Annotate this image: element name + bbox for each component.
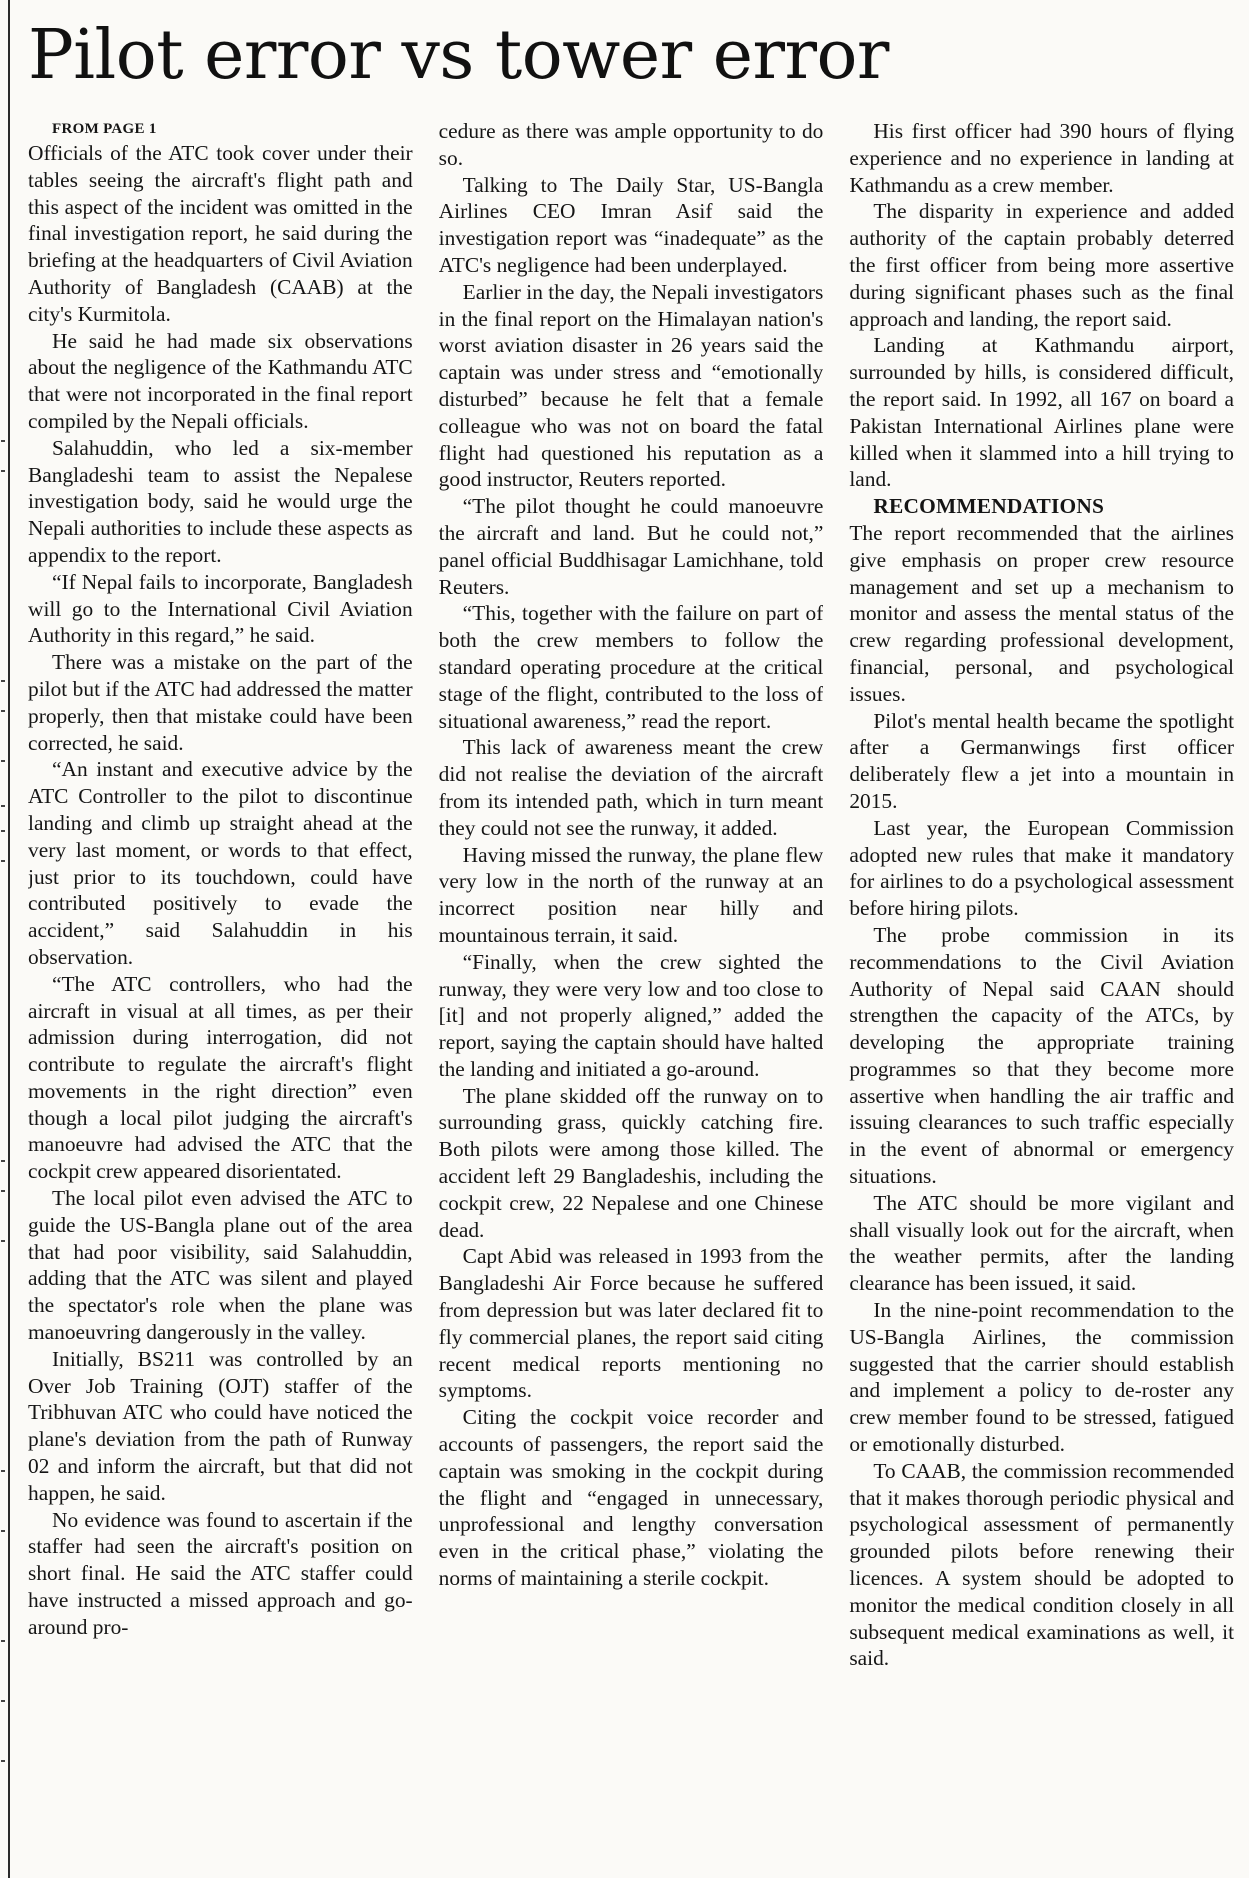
paragraph: There was a mistake on the part of the pilot but if the ATC had addressed the matter properly, then that mistake could have been corrected, he said. [28,650,413,755]
paragraph: Citing the cockpit voice recorder and accounts of passengers, the report said the captain was smoking in the cockpit during the flight and “engaged in unnecessary, unprofessional and lengthy conversation even in the critical phase,” violating the norms of maintaining a sterile cockpit. [438,1405,824,1591]
paragraph: Initially, BS211 was controlled by an Over Job Training (OJT) staffer of the Tribhuvan ATC who could have noticed the plane's deviation from the path of Runway 02 and inform the aircraft, but that did not happen, he said. [28,1346,413,1505]
paragraph: Pilot's mental health became the spotlight after a Germanwings first officer deliberately flew a jet into a mountain in 2015. [849,708,1235,813]
paragraph: The local pilot even advised the ATC to guide the US-Bangla plane out of the area that had poor visibility, said Salahuddin, adding that the ATC was silent and played the spectator's role when the plane was manoeuvring dangerously in the valley. [28,1186,413,1345]
paragraph: The ATC should be more vigilant and shall visually look out for the aircraft, when the weather permits, after the landing clearance has been issued, it said. [849,1190,1235,1296]
article-body [28,118,1234,1868]
paragraph: The plane skidded off the runway on to surrounding grass, quickly catching fire. Both pilots were among those killed. The accident left 29 Bangladeshis, including the cockpit crew, 22 Nepalese and one Chinese dead. [438,1083,824,1242]
paragraph: “Finally, when the crew sighted the runway, they were very low and too close to [it] and not properly aligned,” added the report, saying the captain should have halted the landing and initiated a go-around. [438,949,824,1081]
paragraph: Talking to The Daily Star, US-Bangla Airlines CEO Imran Asif said the investigation report was “inadequate” as the ATC's negligence had been underplayed. [438,172,824,277]
paragraph: His first officer had 390 hours of flying experience and no experience in landing at Kathmandu as a crew member. [849,119,1235,197]
paragraph: He said he had made six observations about the negligence of the Kathmandu ATC that were not incorporated in the final report compiled by the Nepali officials. [28,328,413,433]
paragraph: “The pilot thought he could manoeuvre the aircraft and land. But he could not,” panel official Buddhisagar Lamichhane, told Reuters. [438,494,824,599]
column-2 [439,118,824,1868]
adjacent-column-edge [0,0,8,1878]
paragraph: Officials of the ATC took cover under their tables seeing the aircraft's flight path and this aspect of the incident was omitted in the final investigation report, he said during the briefing at the headquarters of Civil Aviation Authority of Bangladesh (CAAB) at the city's Kurmitola. [28,141,413,326]
paragraph: “The ATC controllers, who had the aircraft in visual at all times, as per their admission during interrogation, did not contribute to regulate the aircraft's flight movements in the right direction” even though a local pilot judging the aircraft's manoeuvre had advised the ATC that the cockpit crew appeared disorientated. [28,971,413,1184]
paragraph: Last year, the European Commission adopted new rules that make it mandatory for airlines to do a psychological assessment before hiring pilots. [849,815,1235,921]
paragraph: The report recommended that the airlines give emphasis on proper crew resource management and set up a mechanism to monitor and assess the mental status of the crew regarding professional development, financial, personal, and psychological issues. [849,520,1235,706]
paragraph: “This, together with the failure on part of both the crew members to follow the standard operating procedure at the critical stage of the flight, contributed to the loss of situational awareness,” read the report. [438,601,824,733]
column-rule [8,0,10,1878]
column-3 [849,118,1234,1868]
paragraph: Salahuddin, who led a six-member Bangladeshi team to assist the Nepalese investigation body, said he would urge the Nepali authorities to include these aspects as appendix to the report. [28,435,413,567]
paragraph: In the nine-point recommendation to the US-Bangla Airlines, the commission suggested that the carrier should establish and implement a policy to de-roster any crew member found to be stressed, fatigued or emotionally disturbed. [849,1298,1235,1457]
headline: Pilot error vs tower error [28,16,889,95]
paragraph: This lack of awareness meant the crew did not realise the deviation of the aircraft from its intended path, which in turn meant they could not see the runway, it added. [438,735,824,840]
paragraph: Landing at Kathmandu airport, surrounded by hills, is considered difficult, the report said. In 1992, all 167 on board a Pakistan International Airlines plane were killed when it slammed into a hill trying to land. [849,333,1235,492]
paragraph: The probe commission in its recommendations to the Civil Aviation Authority of Nepal said CAAN should strengthen the capacity of the ATCs, by developing the appropriate training programmes so that they become more assertive when handling the air traffic and issuing clearances to such traffic especially in the event of abnormal or emergency situations. [849,922,1235,1189]
paragraph: “An instant and executive advice by the ATC Controller to the pilot to discontinue landing and climb up straight ahead at the very last moment, or words to that effect, just prior to its touchdown, could have contributed positively to evade the accident,” said Salahuddin in his observation. [28,757,413,969]
paragraph: No evidence was found to ascertain if the staffer had seen the aircraft's position on short final. He said the ATC staffer could have instructed a missed approach and go-around pro- [28,1507,413,1639]
paragraph: Capt Abid was released in 1993 from the Bangladeshi Air Force because he suffered from depression but was later declared fit to fly commercial planes, the report said citing recent medical reports mentioning no symptoms. [438,1244,824,1403]
paragraph: “If Nepal fails to incorporate, Bangladesh will go to the International Civil Aviation Authority in this regard,” he said. [28,569,413,648]
section-subhead: RECOMMENDATIONS [873,494,1105,519]
paragraph: The disparity in experience and added authority of the captain probably deterred the first officer from being more assertive during significant phases such as the final approach and landing, the report said. [849,199,1235,331]
paragraph: Having missed the runway, the plane flew very low in the north of the runway at an incorrect position near hilly and mountainous terrain, it said. [438,842,824,947]
column-1 [28,118,413,1868]
paragraph: cedure as there was ample opportunity to do so. [438,119,824,170]
paragraph: Earlier in the day, the Nepali investigators in the final report on the Himalayan nation's worst aviation disaster in 26 years said the captain was under stress and “emotionally disturbed” because he felt that a female colleague who was not on board the fatal flight had questioned his reputation as a good instructor, Reuters reported. [438,279,824,492]
kicker: FROM PAGE 1 [52,121,157,137]
paragraph: To CAAB, the commission recommended that it makes thorough periodic physical and psychological assessment of permanently grounded pilots before renewing their licences. A system should be adopted to monitor the medical condition closely in all subsequent medical examinations as well, it said. [849,1458,1235,1671]
